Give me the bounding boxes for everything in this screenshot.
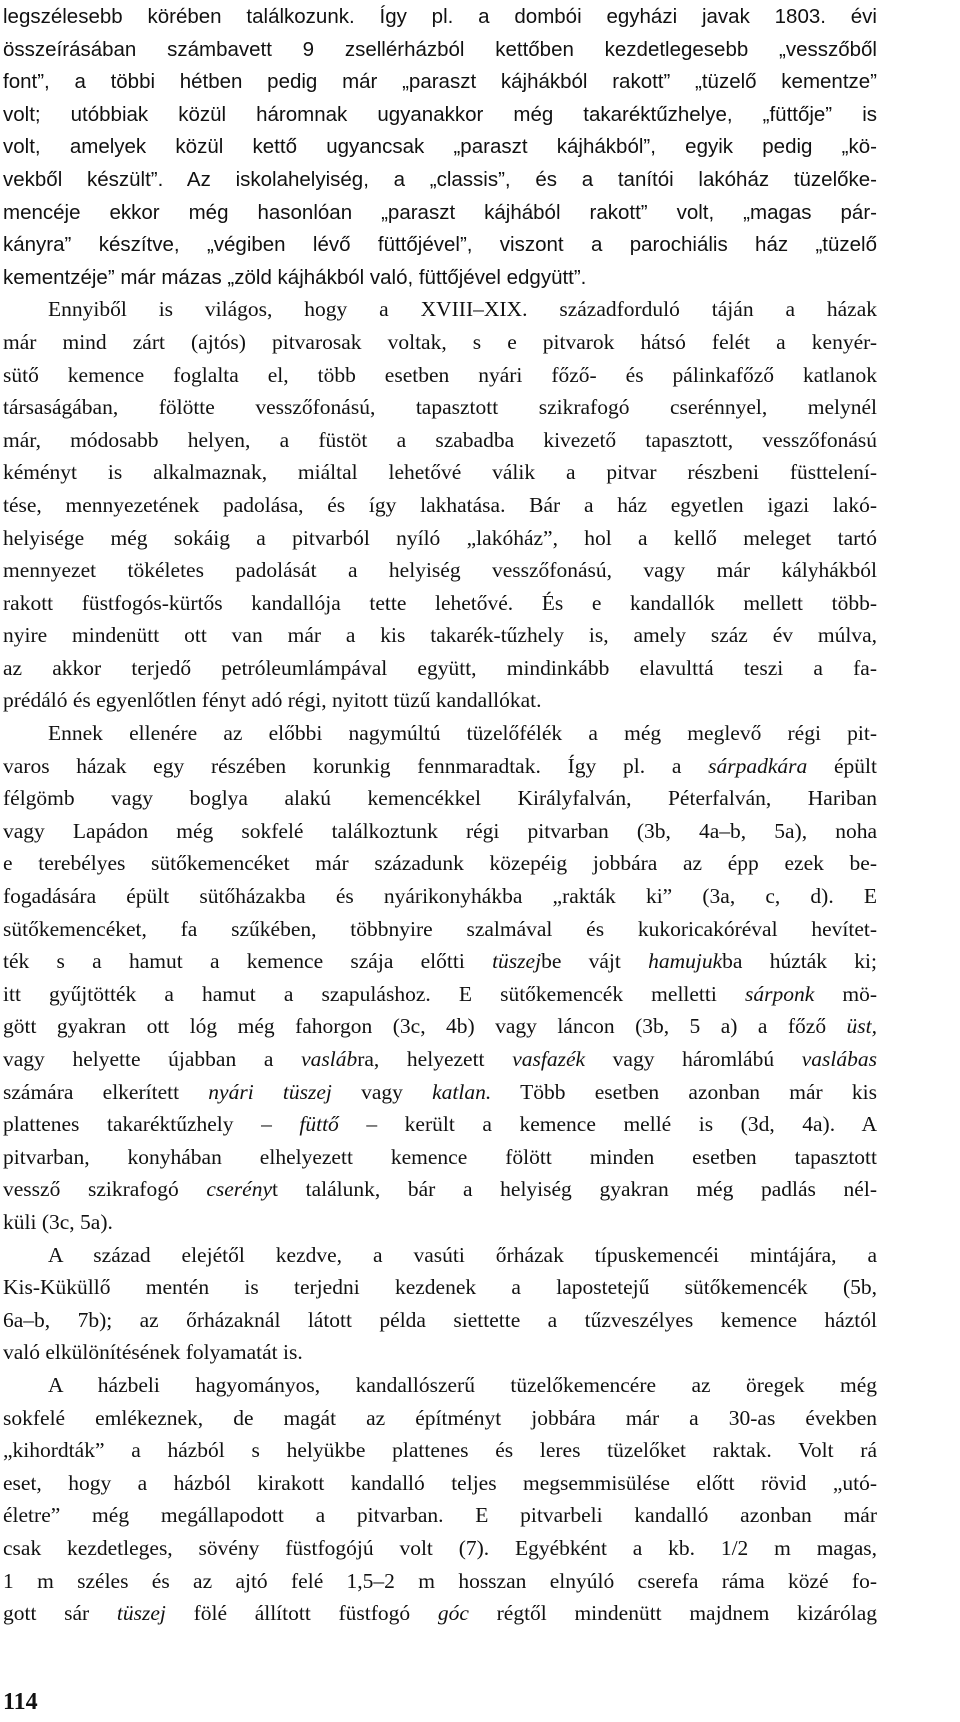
text-line: [3, 424, 877, 457]
text-line: [3, 1336, 877, 1369]
text-segment: társaságában, fölötte vesszőfonású, tapasztott szikrafogó cserénnyel, melynél: [3, 395, 877, 420]
text-line: [3, 65, 877, 98]
text-segment: Ennek ellenére az előbbi nagymúltú tüzelőfélék a még meglevő régi pit-: [48, 721, 877, 746]
text-segment: itt gyűjtötték a hamut a szapuláshoz. E sütőkemencék melletti: [3, 981, 745, 1006]
body-text: [3, 0, 877, 1630]
text-segment: volt, amelyek közül kettő ugyancsak „paraszt kájhákból”, egyik pedig „kö-: [3, 135, 877, 159]
text-segment: küli (3c, 5a).: [3, 1209, 113, 1234]
text-line: [3, 978, 877, 1011]
text-segment: épült: [807, 753, 877, 778]
text-segment: „kihordták” a házból s helyükbe plattenes és leres tüzelőket raktak. Volt rá: [3, 1438, 877, 1463]
text-segment: régtől mindenütt majdnem kizárólag: [468, 1601, 878, 1626]
text-segment: gott sár: [3, 1601, 117, 1626]
text-segment: Több esetben azonban már kis: [491, 1079, 878, 1104]
italic-term: tüszej: [116, 1601, 166, 1626]
text-segment: vagy: [331, 1079, 433, 1104]
italic-term: tüszej: [492, 949, 542, 974]
text-segment: Kis-Küküllő mentén is terjedni kezdenek a lapostetejű sütőkemencék (5b,: [3, 1275, 877, 1300]
text-line: [3, 98, 877, 131]
italic-term: üst,: [846, 1014, 877, 1039]
text-line: [3, 554, 877, 587]
text-line: [3, 391, 877, 424]
text-segment: be vájt: [541, 949, 649, 974]
text-segment: összeírásában számbavett 9 zsellérházból kettőben kezdetlegesebb „vesszőből: [3, 37, 877, 61]
text-segment: félgömb vagy boglya alakú kemencékkel Királyfalván, Péterfalván, Hariban: [3, 786, 877, 811]
italic-term: sárponk: [744, 981, 815, 1006]
text-segment: vagy Lapádon még sokfelé találkoztunk régi pitvarban (3b, 4a–b, 5a), noha: [3, 818, 877, 843]
italic-term: füttő: [299, 1112, 339, 1137]
text-line: [3, 1402, 877, 1435]
text-segment: ték s a hamut a kemence szája előtti: [3, 949, 493, 974]
text-segment: helyisége még sokáig a pitvarból nyíló „lakóház”, hol a kellő meleget tartó: [3, 525, 877, 550]
text-line: [3, 587, 877, 620]
text-segment: prédáló és egyenlőtlen fényt adó régi, nyitott tüzű kandallókat.: [3, 688, 542, 713]
text-segment: plattenes takaréktűzhely –: [3, 1112, 300, 1137]
text-segment: mencéje ekkor még hasonlóan „paraszt kájhából rakott” volt, „magas pár-: [3, 200, 877, 224]
text-line: [3, 1597, 877, 1630]
text-line: [3, 945, 877, 978]
text-segment: A házbeli hagyományos, kandallószerű tüzelőkemencére az öregek még: [48, 1372, 877, 1397]
text-line: [3, 1173, 877, 1206]
text-line: [3, 1010, 877, 1043]
text-line: [3, 196, 877, 229]
italic-term: cserény: [206, 1177, 272, 1202]
text-line: [3, 1043, 877, 1076]
text-line: [3, 782, 877, 815]
text-line: [3, 261, 877, 294]
text-line: [3, 1434, 877, 1467]
italic-term: vasfazék: [512, 1047, 586, 1071]
text-line: [3, 326, 877, 359]
text-segment: kementzéje” már mázas „zöld kájhákból való, füttőjével edgyütt”.: [3, 265, 587, 289]
text-segment: mö-: [814, 981, 877, 1006]
text-line: [3, 489, 877, 522]
text-segment: e terebélyes sütőkemencéket már századunk közepéig jobbára az épp ezek be-: [3, 851, 877, 876]
text-line: [3, 847, 877, 880]
text-segment: 1 m széles és az ajtó felé 1,5–2 m hosszan elnyúló cserefa ráma közé fo-: [3, 1568, 877, 1593]
text-line: [3, 652, 877, 685]
text-segment: A század elejétől kezdve, a vasúti őrházak típuskemencéi mintájára, a: [48, 1242, 877, 1267]
text-line: [3, 130, 877, 163]
text-line: [3, 619, 877, 652]
text-segment: legszélesebb körében találkozunk. Így pl. a dombói egyházi javak 1803. évi: [3, 5, 877, 28]
text-segment: számára elkerített: [3, 1079, 209, 1104]
text-segment: való elkülönítésének folyamatát is.: [3, 1340, 303, 1365]
text-line: [3, 913, 877, 946]
text-segment: Ennyiből is világos, hogy a XVIII–XIX. századforduló táján a házak: [48, 297, 877, 322]
text-segment: sütőkemencéket, fa szűkében, többnyire szalmával és kukoricakóréval hevítet-: [3, 916, 877, 941]
text-line: [3, 880, 877, 913]
text-line: [3, 1076, 877, 1109]
text-line: [3, 1271, 877, 1304]
text-segment: sokfelé emlékeznek, de magát az építményt jobbára már a 30-as években: [3, 1405, 877, 1430]
italic-term: hamujuk: [648, 949, 723, 974]
text-segment: vagy háromlábú: [585, 1047, 802, 1071]
text-line: [3, 815, 877, 848]
text-segment: Az iskolahelyiség, a „classis”, és a tanítói lakóház tüzelőke-: [186, 167, 878, 191]
italic-term: góc: [437, 1601, 469, 1626]
text-line: [3, 522, 877, 555]
text-segment: tése, mennyezetének padolása, és így lakhatása. Bár a ház egyetlen igazi lakó-: [3, 492, 877, 517]
text-segment: ra, helyezett: [357, 1047, 513, 1071]
page-number: 114: [3, 1689, 38, 1715]
text-segment: fölé állított füstfogó: [165, 1601, 438, 1626]
text-line: [3, 0, 877, 33]
text-segment: gött gyakran ott lóg még fahorgon (3c, 4b) vagy láncon (3b, 5 a) a főző: [3, 1014, 847, 1039]
text-line: [3, 1467, 877, 1500]
italic-term: vaslábas: [801, 1047, 877, 1071]
text-line: [3, 750, 877, 783]
text-segment: pitvarban, konyhában elhelyezett kemence fölött minden esetben tapasztott: [3, 1144, 877, 1169]
text-segment: ba húzták ki;: [722, 949, 877, 974]
text-segment: életre” még megállapodott a pitvarban. E pitvarbeli kandalló azonban már: [3, 1503, 877, 1528]
text-line: [3, 456, 877, 489]
text-segment: fogadására épült sütőházakba és nyárikonyhákba „rakták ki” (3a, c, d). E: [3, 884, 877, 909]
text-segment: eset, hogy a házból kirakott kandalló teljes megsemmisülése előtt rövid „utó-: [3, 1470, 877, 1495]
text-line: [3, 359, 877, 392]
text-line: [3, 1369, 877, 1402]
italic-term: vasláb: [301, 1047, 358, 1071]
text-line: [3, 684, 877, 717]
text-segment: már, módosabb helyen, a füstöt a szabadba kivezető tapasztott, vesszőfonású: [3, 427, 877, 452]
text-segment: sütő kemence foglalta el, több esetben nyári főző- és pálinkafőző katlanok: [3, 362, 877, 387]
text-segment: kányra” készítve, „végiben lévő füttőjével”, viszont a parochiális ház „tüzelő: [3, 233, 877, 257]
text-line: [3, 1532, 877, 1565]
text-segment: már mind zárt (ajtós) pitvarosak voltak, s e pitvarok hátsó felét a kenyér-: [3, 329, 877, 354]
text-line: [3, 1565, 877, 1598]
text-line: [3, 1108, 877, 1141]
text-segment: 6a–b, 7b); az őrházaknál látott példa siettette a tűzveszélyes kemence háztól: [3, 1307, 877, 1332]
text-segment: font”, a többi hétben pedig már „paraszt kájhákból rakott” „tüzelő kementze”: [3, 70, 877, 94]
text-line: [3, 1141, 877, 1174]
text-segment: vessző szikrafogó: [3, 1177, 207, 1202]
text-segment: mennyezet tökéletes padolását a helyiség vesszőfonású, vagy már kályhákból: [3, 558, 877, 583]
text-segment: – került a kemence mellé is (3d, 4a). A: [338, 1112, 877, 1137]
text-segment: volt; utóbbiak közül háromnak ugyanakkor még takaréktűzhelye, „füttője” is: [3, 102, 877, 126]
text-segment: kéményt is alkalmaznak, miáltal lehetővé válik a pitvar részbeni füsttelení-: [3, 460, 877, 485]
text-segment: t találunk, bár a helyiség gyakran még padlás nél-: [272, 1177, 877, 1202]
text-segment: rakott füstfogós-kürtős kandallója tette lehetővé. És e kandallók mellett több-: [3, 590, 877, 615]
text-line: [3, 1206, 877, 1239]
text-segment: varos házak egy részében korunkig fennmaradtak. Így pl. a: [3, 753, 709, 778]
italic-term: nyári tüszej: [208, 1079, 332, 1104]
italic-term: katlan.: [432, 1079, 492, 1104]
italic-term: sárpadkára: [708, 753, 808, 778]
text-segment: vagy helyette újabban a: [3, 1047, 302, 1071]
text-line: [3, 228, 877, 261]
text-line: [3, 1239, 877, 1272]
text-line: [3, 717, 877, 750]
text-line: [3, 293, 877, 326]
text-segment: csak kezdetleges, sövény füstfogójú volt (7). Egyébként a kb. 1/2 m magas,: [3, 1535, 877, 1560]
text-line: [3, 1499, 877, 1532]
text-line: [3, 1304, 877, 1337]
text-segment: vekből készült”.: [3, 167, 187, 191]
text-line: [3, 163, 877, 196]
text-segment: az akkor terjedő petróleumlámpával együtt, mindinkább elavulttá teszi a fa-: [3, 655, 877, 680]
text-line: [3, 33, 877, 66]
text-segment: nyire mindenütt ott van már a kis takarék-tűzhely is, amely száz év múlva,: [3, 623, 877, 648]
